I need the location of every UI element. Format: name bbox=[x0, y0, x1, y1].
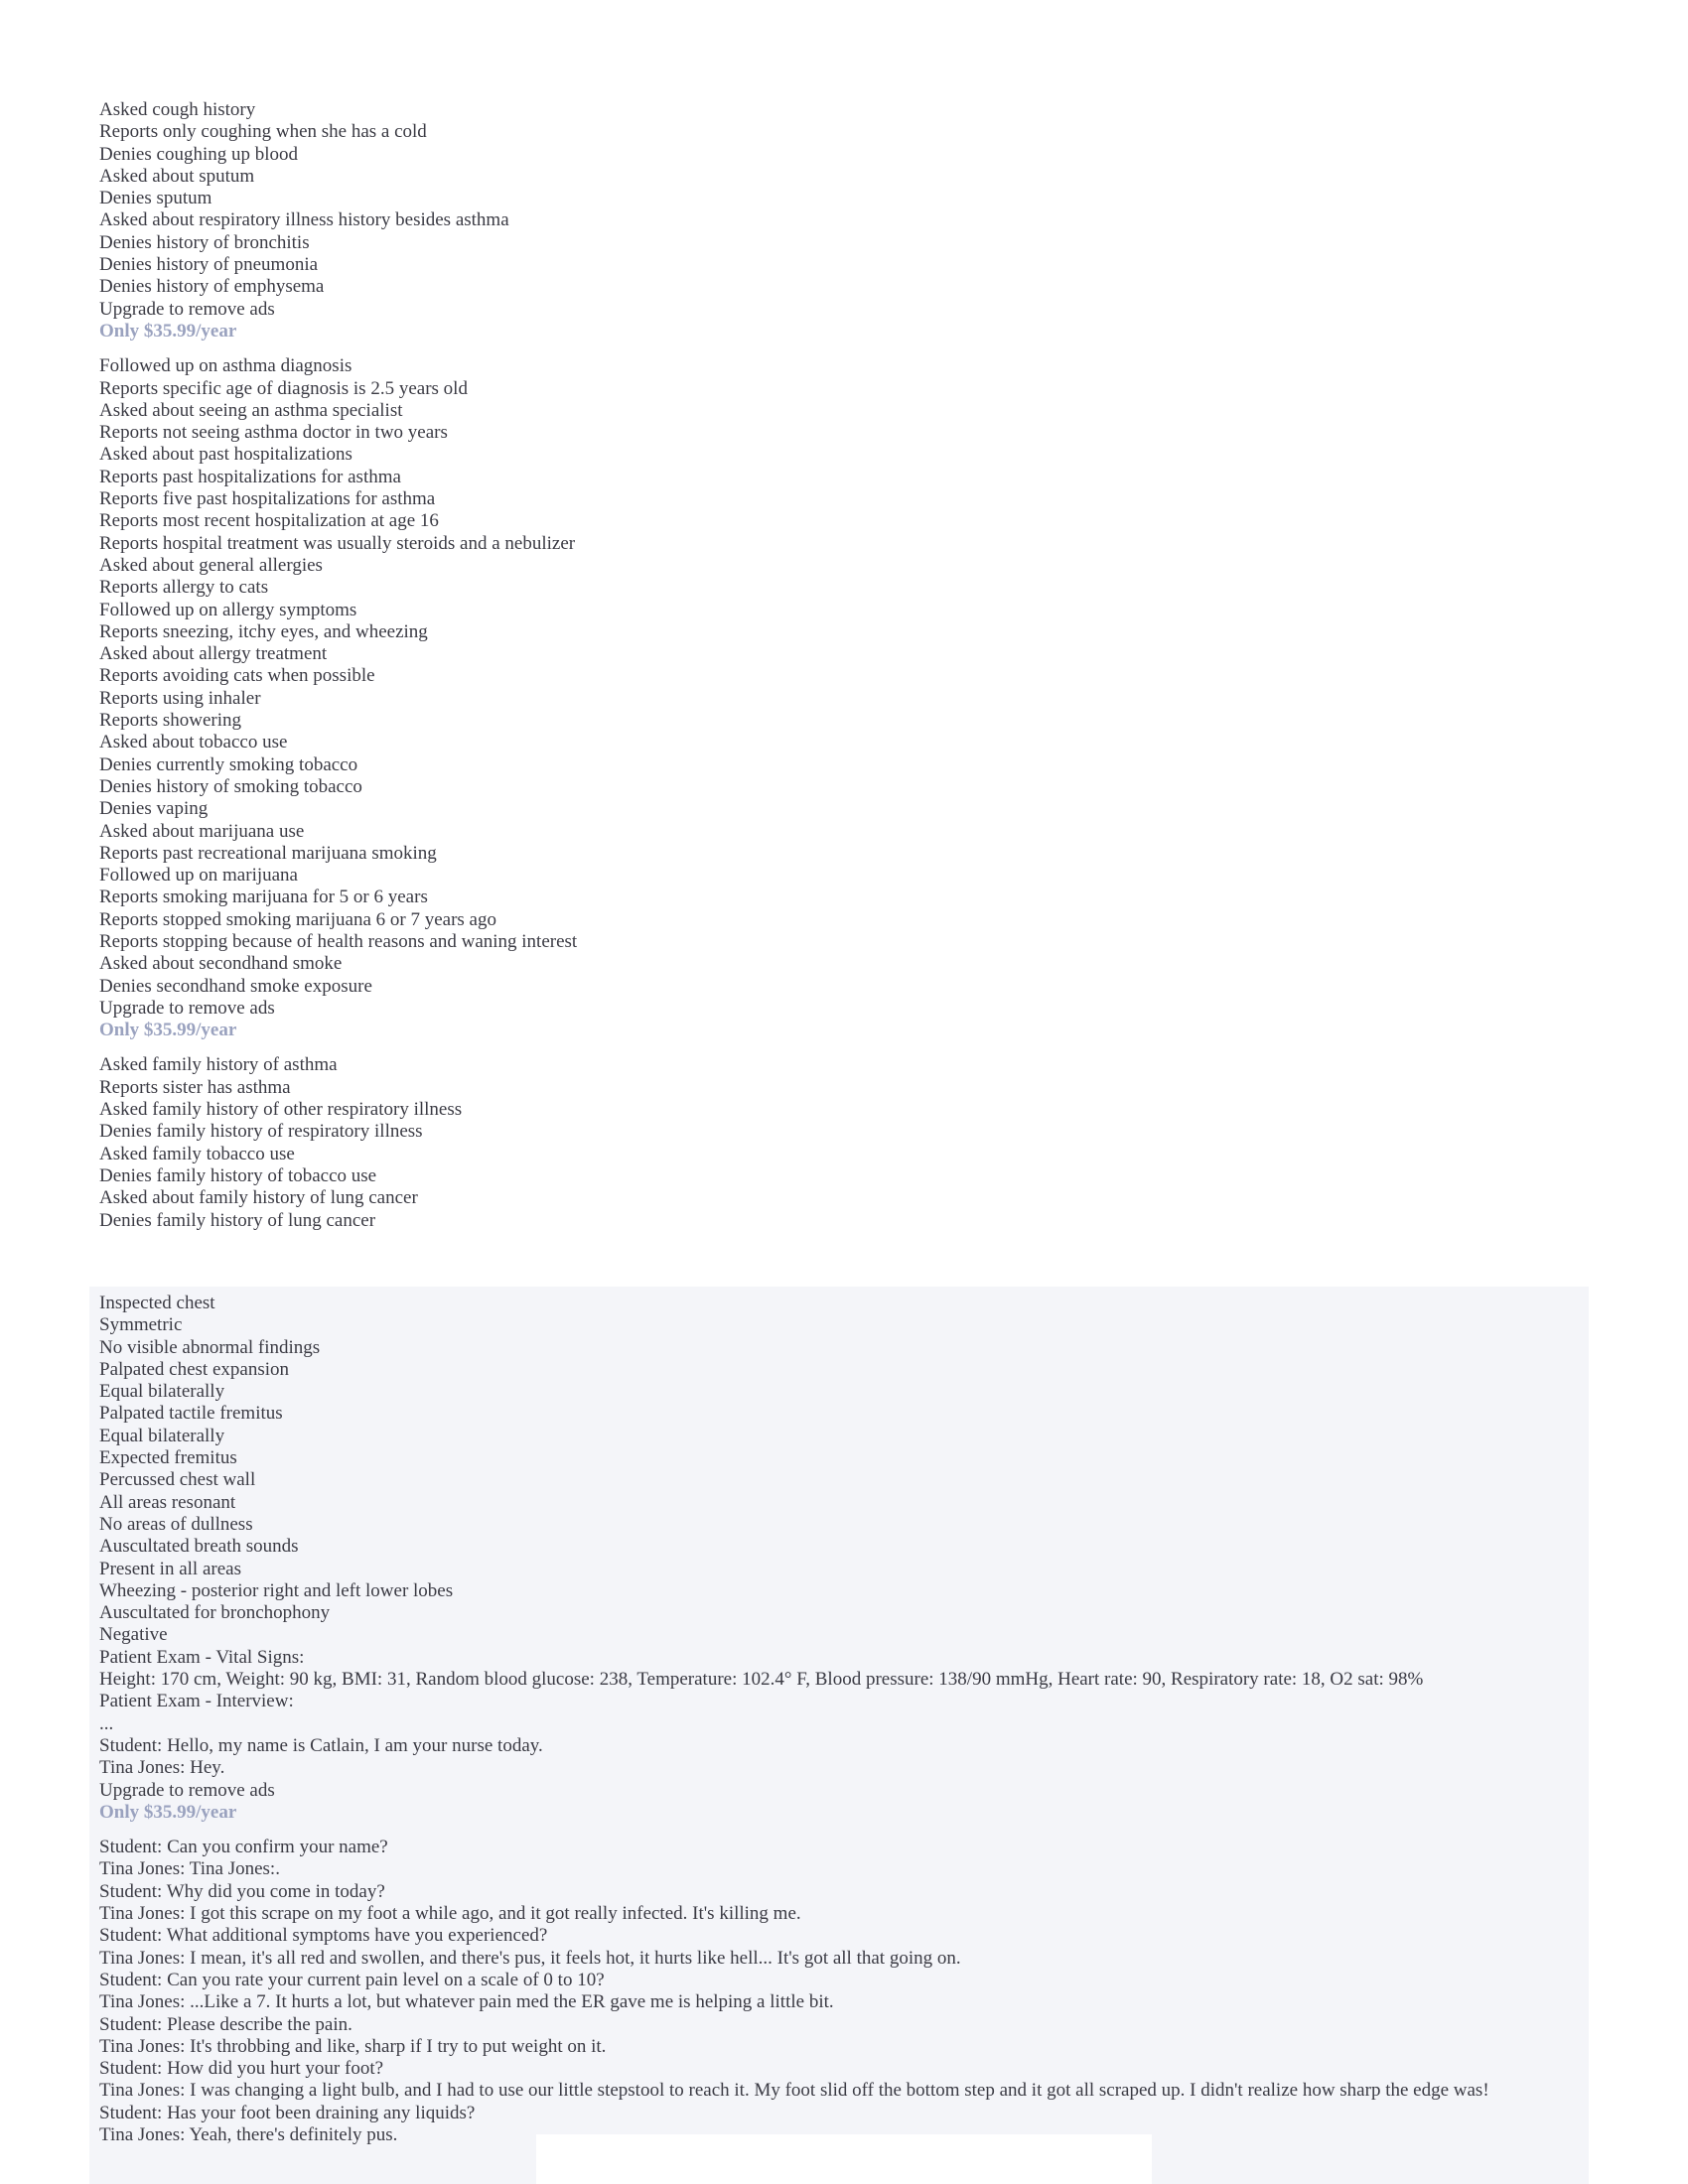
text-line: Student: Has your foot been draining any liquids? bbox=[99, 2102, 476, 2123]
text-line: Asked about secondhand smoke bbox=[99, 953, 343, 975]
text-line: Asked about marijuana use bbox=[99, 820, 305, 842]
price-link[interactable]: Only $35.99/year bbox=[99, 1020, 237, 1041]
family-history-section bbox=[99, 1054, 1589, 1231]
text-line: Patient Exam - Vital Signs: bbox=[99, 1646, 305, 1668]
text-line: Auscultated breath sounds bbox=[99, 1536, 299, 1558]
text-line: Student: Please describe the pain. bbox=[99, 2013, 352, 2035]
text-line: Negative bbox=[99, 1624, 168, 1646]
text-line: Denies history of pneumonia bbox=[99, 254, 319, 276]
text-line: Reports past recreational marijuana smoking bbox=[99, 842, 437, 864]
text-line: Followed up on allergy symptoms bbox=[99, 599, 357, 620]
text-line: Asked family tobacco use bbox=[99, 1143, 295, 1164]
text-line: No areas of dullness bbox=[99, 1513, 253, 1535]
text-line: Palpated tactile fremitus bbox=[99, 1403, 283, 1425]
upgrade-link[interactable]: Upgrade to remove ads bbox=[99, 298, 275, 320]
text-line: Student: What additional symptoms have you experienced? bbox=[99, 1925, 548, 1947]
text-line: Denies family history of lung cancer bbox=[99, 1209, 376, 1231]
text-line: Reports sister has asthma bbox=[99, 1076, 291, 1098]
text-line: Denies sputum bbox=[99, 188, 212, 209]
text-line: Symmetric bbox=[99, 1314, 183, 1336]
text-line: Asked family history of asthma bbox=[99, 1054, 338, 1076]
text-line: Denies coughing up blood bbox=[99, 143, 299, 165]
text-line: Reports most recent hospitalization at age 16 bbox=[99, 510, 439, 532]
cough-history-section bbox=[99, 99, 1589, 299]
text-line: Tina Jones: Hey. bbox=[99, 1757, 225, 1779]
text-line: Denies currently smoking tobacco bbox=[99, 753, 358, 775]
text-line: Reports five past hospitalizations for asthma bbox=[99, 488, 436, 510]
text-line: Asked about past hospitalizations bbox=[99, 444, 352, 466]
asthma-history-section bbox=[99, 355, 1589, 998]
text-line: Tina Jones: It's throbbing and like, sharp if I try to put weight on it. bbox=[99, 2035, 607, 2057]
text-line: Auscultated for bronchophony bbox=[99, 1602, 331, 1624]
text-line: Followed up on marijuana bbox=[99, 865, 298, 887]
text-line: Reports allergy to cats bbox=[99, 577, 269, 599]
text-line: Asked cough history bbox=[99, 99, 256, 120]
text-line: Denies history of smoking tobacco bbox=[99, 775, 362, 797]
price-link[interactable]: Only $35.99/year bbox=[99, 1801, 237, 1823]
text-line: Denies vaping bbox=[99, 798, 209, 820]
text-line: Palpated chest expansion bbox=[99, 1358, 290, 1380]
text-line: Expected fremitus bbox=[99, 1447, 237, 1469]
text-line: Denies family history of tobacco use bbox=[99, 1164, 377, 1186]
text-line: Tina Jones: I got this scrape on my foot a while ago, and it got really infected. It's killing me. bbox=[99, 1903, 801, 1925]
physical-exam-section bbox=[99, 1293, 1589, 1780]
text-line: Asked about tobacco use bbox=[99, 732, 288, 753]
text-line: Asked family history of other respiratory illness bbox=[99, 1099, 463, 1121]
text-line: Reports smoking marijuana for 5 or 6 years bbox=[99, 887, 428, 908]
text-line: Denies family history of respiratory illness bbox=[99, 1121, 423, 1143]
text-line: Student: Can you confirm your name? bbox=[99, 1837, 388, 1858]
text-line: Asked about allergy treatment bbox=[99, 643, 328, 665]
text-line: Wheezing - posterior right and left lower lobes bbox=[99, 1579, 454, 1601]
text-line: Equal bilaterally bbox=[99, 1425, 225, 1446]
text-line: Followed up on asthma diagnosis bbox=[99, 355, 352, 377]
text-line: Percussed chest wall bbox=[99, 1469, 256, 1491]
text-line: Reports stopped smoking marijuana 6 or 7 years ago bbox=[99, 908, 496, 930]
price-link[interactable]: Only $35.99/year bbox=[99, 320, 237, 341]
text-line: Reports hospital treatment was usually steroids and a nebulizer bbox=[99, 532, 576, 554]
text-line: Asked about sputum bbox=[99, 165, 255, 187]
text-line: Tina Jones: ...Like a 7. It hurts a lot, but whatever pain med the ER gave me is helping a little bit. bbox=[99, 1991, 834, 2013]
text-line: Reports only coughing when she has a cold bbox=[99, 121, 427, 143]
text-line: Asked about family history of lung cancer bbox=[99, 1187, 418, 1209]
overlay-strip bbox=[536, 2134, 1152, 2184]
text-line: Student: Can you rate your current pain level on a scale of 0 to 10? bbox=[99, 1969, 605, 1990]
text-line: Patient Exam - Interview: bbox=[99, 1691, 294, 1712]
text-line: Denies history of emphysema bbox=[99, 276, 325, 298]
text-line: Student: Hello, my name is Catlain, I am your nurse today. bbox=[99, 1734, 543, 1756]
upgrade-link[interactable]: Upgrade to remove ads bbox=[99, 997, 275, 1019]
text-line: Reports showering bbox=[99, 710, 242, 732]
text-line: Asked about respiratory illness history besides asthma bbox=[99, 209, 509, 231]
text-line: No visible abnormal findings bbox=[99, 1336, 321, 1358]
exam-block bbox=[99, 1293, 1589, 2146]
text-line: Present in all areas bbox=[99, 1558, 241, 1579]
interview-section bbox=[99, 1837, 1589, 2146]
text-line: Equal bilaterally bbox=[99, 1381, 225, 1403]
history-block bbox=[99, 99, 1589, 1232]
text-line: Reports using inhaler bbox=[99, 687, 261, 709]
text-line: Reports specific age of diagnosis is 2.5 years old bbox=[99, 377, 468, 399]
text-line: Reports avoiding cats when possible bbox=[99, 665, 375, 687]
text-line: Reports stopping because of health reasons and waning interest bbox=[99, 930, 578, 952]
text-line: Tina Jones: I was changing a light bulb, and I had to use our little stepstool to reach it. My foot slid off the bottom step and it got all scraped up. I didn't realize how sharp the edge was! bbox=[99, 2080, 1489, 2102]
text-line: Student: How did you hurt your foot? bbox=[99, 2058, 384, 2080]
text-line: Reports not seeing asthma doctor in two years bbox=[99, 422, 448, 444]
upgrade-link[interactable]: Upgrade to remove ads bbox=[99, 1779, 275, 1801]
text-line: Denies history of bronchitis bbox=[99, 231, 310, 253]
text-line: Inspected chest bbox=[99, 1293, 215, 1313]
text-line: Height: 170 cm, Weight: 90 kg, BMI: 31, Random blood glucose: 238, Temperature: 102.4° F, Blood pressure: 138/90 mmHg, Heart rate: 90, Respiratory rate: 18, O2 sat: 98% bbox=[99, 1669, 1424, 1691]
text-line: Asked about general allergies bbox=[99, 554, 323, 576]
text-line: Denies secondhand smoke exposure bbox=[99, 975, 372, 997]
text-line: Reports sneezing, itchy eyes, and wheezing bbox=[99, 620, 428, 642]
text-line: ... bbox=[99, 1712, 114, 1734]
text-line: Tina Jones: Yeah, there's definitely pus. bbox=[99, 2123, 398, 2145]
text-line: Tina Jones: Tina Jones:. bbox=[99, 1858, 280, 1880]
text-line: Reports past hospitalizations for asthma bbox=[99, 466, 401, 487]
text-line: Tina Jones: I mean, it's all red and swollen, and there's pus, it feels hot, it hurts like hell... It's got all that going on. bbox=[99, 1947, 961, 1969]
text-line: Student: Why did you come in today? bbox=[99, 1880, 385, 1902]
text-line: Asked about seeing an asthma specialist bbox=[99, 399, 403, 421]
text-line: All areas resonant bbox=[99, 1491, 236, 1513]
